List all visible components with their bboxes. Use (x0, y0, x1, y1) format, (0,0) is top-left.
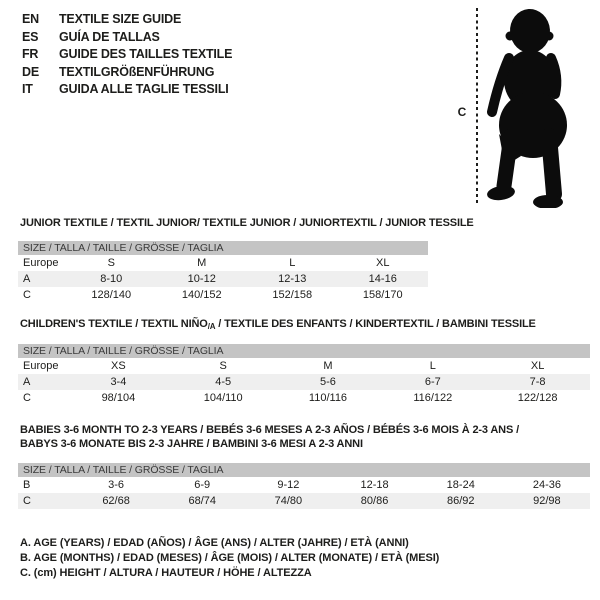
table-cell: 3-6 (108, 479, 125, 491)
lang-code: EN (22, 12, 39, 26)
junior-size-table (18, 241, 428, 303)
table-cell: L (289, 257, 296, 269)
table-row (18, 493, 590, 509)
lang-code: DE (22, 64, 39, 79)
table-cell: 12-13 (278, 273, 307, 285)
baby-silhouette-image (485, 6, 577, 208)
table-cell: XL (376, 257, 390, 269)
lang-title: GUIDA ALLE TAGLIE TESSILI (59, 82, 229, 96)
table-cell: 80/86 (360, 495, 389, 507)
table-cell: 128/140 (91, 289, 132, 301)
lang-title: TEXTILE SIZE GUIDE (59, 12, 182, 26)
table-cell: 6-9 (194, 479, 211, 491)
table-row (18, 271, 428, 287)
size-header-bar: SIZE / TALLA / TAILLE / GRÖSSE / TAGLIA (18, 344, 590, 358)
babies-table-rows (18, 477, 590, 509)
lang-row-de (22, 64, 232, 82)
table-row (18, 255, 428, 271)
table-cell: L (429, 360, 436, 372)
babies-title-line2: BABYS 3-6 MONATE BIS 2-3 JAHRE / BAMBINI 3-6 MESI A 2-3 ANNI (20, 438, 363, 450)
row-label: Europe (23, 257, 59, 269)
table-cell: 152/158 (272, 289, 313, 301)
table-cell: 24-36 (532, 479, 561, 491)
height-c-label: C (457, 105, 467, 119)
note-line-c: C. (cm) HEIGHT / ALTURA / HAUTEUR / HÖHE / ALTEZZA (20, 567, 312, 579)
table-cell: 158/170 (362, 289, 403, 301)
table-cell: 92/98 (533, 495, 561, 507)
children-title-text-after: / TEXTILE DES ENFANTS / KINDERTEXTIL / BAMBINI TESSILE (215, 318, 536, 330)
table-cell: 110/116 (308, 392, 348, 404)
table-cell: 6-7 (424, 376, 441, 388)
height-dotted-line (476, 8, 478, 206)
table-cell: S (219, 360, 227, 372)
lang-code: IT (22, 82, 33, 96)
children-size-table (18, 344, 590, 406)
lang-row-es (22, 29, 232, 47)
children-table-rows (18, 358, 590, 406)
table-cell: 68/74 (188, 495, 216, 507)
language-legend (22, 11, 232, 99)
table-cell: 98/104 (101, 392, 136, 404)
table-row (18, 358, 590, 374)
table-cell: 9-12 (277, 479, 300, 491)
row-label: A (23, 376, 31, 388)
table-cell: 140/152 (181, 289, 222, 301)
table-cell: 86/92 (446, 495, 475, 507)
table-cell: XL (530, 360, 545, 372)
table-cell: 62/68 (102, 495, 130, 507)
table-cell: 18-24 (446, 479, 475, 491)
table-cell: XS (111, 360, 126, 372)
table-cell: 116/122 (413, 392, 453, 404)
table-cell: S (107, 257, 115, 269)
row-label: C (23, 289, 31, 301)
table-row (18, 374, 590, 390)
table-cell: 14-16 (368, 273, 397, 285)
table-cell: 4-5 (215, 376, 232, 388)
babies-table-title-line2 (20, 437, 363, 451)
lang-title: GUÍA DE TALLAS (59, 29, 160, 44)
lang-code: FR (22, 47, 39, 61)
junior-title-text: JUNIOR TEXTILE / TEXTIL JUNIOR/ TEXTILE JUNIOR / JUNIORTEXTIL / JUNIOR TESSILE (20, 217, 474, 229)
table-row (18, 477, 590, 493)
size-header-bar: SIZE / TALLA / TAILLE / GRÖSSE / TAGLIA (18, 241, 428, 255)
children-table-title (20, 317, 536, 334)
table-cell: 10-12 (187, 273, 216, 285)
lang-title: GUIDE DES TAILLES TEXTILE (59, 47, 233, 61)
row-label: Europe (23, 360, 59, 372)
lang-title: TEXTILGRÖßENFÜHRUNG (59, 64, 215, 79)
table-cell: 7-8 (529, 376, 546, 388)
table-cell: M (323, 360, 333, 372)
row-label: C (23, 392, 31, 404)
table-cell: 74/80 (274, 495, 303, 507)
lang-row-it (22, 81, 232, 99)
lang-row-en (22, 11, 232, 29)
babies-title-line1: BABIES 3-6 MONTH TO 2-3 YEARS / BEBÉS 3-6 MESES A 2-3 AÑOS / BÉBÉS 3-6 MOIS À 2-3 ANS / (20, 424, 519, 436)
table-cell: 3-4 (110, 376, 127, 388)
legend-notes (20, 536, 439, 581)
row-label: C (23, 495, 31, 507)
table-cell: 104/110 (203, 392, 243, 404)
junior-table-rows (18, 255, 428, 303)
babies-table-title (20, 423, 519, 437)
row-label: B (23, 479, 31, 491)
junior-table-title (20, 216, 474, 230)
table-cell: 12-18 (360, 479, 389, 491)
size-header-bar: SIZE / TALLA / TAILLE / GRÖSSE / TAGLIA (18, 463, 590, 477)
lang-row-fr (22, 46, 232, 64)
table-cell: 122/128 (517, 392, 558, 404)
table-cell: M (197, 257, 207, 269)
lang-code: ES (22, 29, 39, 44)
babies-size-table (18, 463, 590, 509)
note-line-b: B. AGE (MONTHS) / EDAD (MESES) / ÂGE (MOIS) / ALTER (MONATE) / ETÀ (MESI) (20, 552, 440, 564)
children-title-subscript: /A (207, 322, 216, 331)
table-cell: 5-6 (320, 376, 336, 388)
table-cell: 8-10 (100, 273, 123, 285)
table-row (18, 287, 428, 303)
row-label: A (23, 273, 31, 285)
table-row (18, 390, 590, 406)
note-line-a: A. AGE (YEARS) / EDAD (AÑOS) / ÂGE (ANS) / ALTER (JAHRE) / ETÀ (ANNI) (20, 537, 409, 549)
children-title-text: CHILDREN'S TEXTILE / TEXTIL NIÑO (20, 318, 208, 330)
